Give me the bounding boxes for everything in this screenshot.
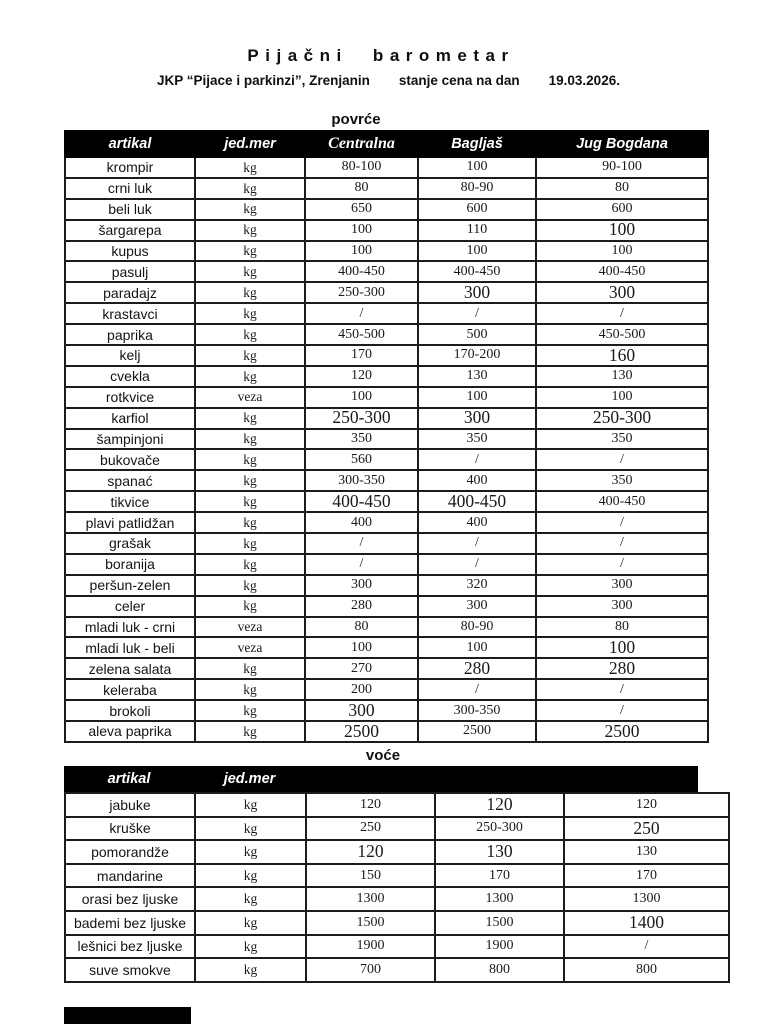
price-cell: / xyxy=(536,533,708,554)
price-cell: 800 xyxy=(564,958,729,982)
unit-cell: kg xyxy=(195,596,305,617)
table-row xyxy=(65,617,708,638)
table-row xyxy=(65,958,729,982)
column-header-jedmer: jed.mer xyxy=(195,131,305,157)
artikal-cell: rotkvice xyxy=(65,387,195,408)
price-cell: 170 xyxy=(564,864,729,888)
price-cell: / xyxy=(536,449,708,470)
table-row xyxy=(65,449,708,470)
unit-cell: kg xyxy=(195,470,305,491)
table-row xyxy=(65,817,729,841)
price-cell: 280 xyxy=(305,596,418,617)
price-cell: 650 xyxy=(305,199,418,220)
artikal-cell: peršun-zelen xyxy=(65,575,195,596)
price-cell: 300-350 xyxy=(305,470,418,491)
artikal-cell: pasulj xyxy=(65,261,195,282)
price-cell: 170 xyxy=(435,864,564,888)
price-cell: / xyxy=(418,303,536,324)
price-cell: 2500 xyxy=(305,721,418,742)
unit-cell: kg xyxy=(195,512,305,533)
section-title-vegetables: povrće xyxy=(331,111,381,128)
unit-cell: veza xyxy=(195,637,305,658)
price-cell: 1300 xyxy=(306,887,435,911)
artikal-cell: kupus xyxy=(65,241,195,262)
price-cell: 600 xyxy=(418,199,536,220)
price-cell: 1300 xyxy=(564,887,729,911)
unit-cell: kg xyxy=(195,721,305,742)
artikal-cell: krompir xyxy=(65,157,195,178)
price-cell: 400-450 xyxy=(418,261,536,282)
price-cell: 100 xyxy=(418,387,536,408)
price-cell: 250 xyxy=(306,817,435,841)
price-cell: 800 xyxy=(435,958,564,982)
table-row xyxy=(65,408,708,429)
price-cell: 400-450 xyxy=(536,261,708,282)
price-cell: 80 xyxy=(536,617,708,638)
artikal-cell: boranija xyxy=(65,554,195,575)
column-header-jug-bogdana: Jug Bogdana xyxy=(536,131,708,157)
price-cell: 700 xyxy=(306,958,435,982)
price-cell: 270 xyxy=(305,658,418,679)
column-header-bagljas: Bagljaš xyxy=(418,131,536,157)
price-cell: 600 xyxy=(536,199,708,220)
price-cell: 250-300 xyxy=(435,817,564,841)
price-cell: 100 xyxy=(536,241,708,262)
unit-cell: kg xyxy=(195,241,305,262)
organization-name: JKP “Pijace i parkinzi”, Zrenjanin xyxy=(157,73,370,88)
price-cell: 400 xyxy=(418,470,536,491)
unit-cell: kg xyxy=(195,220,305,241)
price-cell: / xyxy=(536,512,708,533)
artikal-cell: suve smokve xyxy=(65,958,195,982)
price-cell: 250 xyxy=(564,817,729,841)
fruit-price-table xyxy=(64,792,730,983)
vegetables-table-header xyxy=(65,131,708,157)
price-cell: 130 xyxy=(418,366,536,387)
unit-cell: kg xyxy=(195,157,305,178)
table-row xyxy=(65,575,708,596)
price-date: 19.03.2026. xyxy=(548,73,620,88)
table-row xyxy=(65,512,708,533)
vegetables-price-table xyxy=(64,130,709,743)
price-cell: / xyxy=(536,303,708,324)
unit-cell: kg xyxy=(195,449,305,470)
unit-cell: kg xyxy=(195,817,306,841)
table-row xyxy=(65,700,708,721)
price-cell: 110 xyxy=(418,220,536,241)
price-cell: / xyxy=(564,935,729,959)
table-row xyxy=(65,303,708,324)
table-row xyxy=(65,911,729,935)
price-status-label: stanje cena na dan xyxy=(398,73,520,88)
price-cell: 1500 xyxy=(306,911,435,935)
price-cell: 120 xyxy=(306,840,435,864)
price-cell: / xyxy=(418,533,536,554)
artikal-cell: lešnici bez ljuske xyxy=(65,935,195,959)
artikal-cell: kruške xyxy=(65,817,195,841)
unit-cell: kg xyxy=(195,554,305,575)
price-cell: / xyxy=(418,679,536,700)
price-cell: 400-450 xyxy=(305,491,418,512)
table-row xyxy=(65,261,708,282)
price-cell: 350 xyxy=(305,429,418,450)
unit-cell: kg xyxy=(195,178,305,199)
cropped-next-section-header-bar xyxy=(64,1007,191,1024)
price-cell: 80 xyxy=(305,178,418,199)
unit-cell: kg xyxy=(195,679,305,700)
price-cell: 170 xyxy=(305,345,418,366)
price-cell: 250-300 xyxy=(305,282,418,303)
table-row xyxy=(65,793,729,817)
price-cell: 400 xyxy=(418,512,536,533)
artikal-cell: šargarepa xyxy=(65,220,195,241)
price-cell: 250-300 xyxy=(536,408,708,429)
price-cell: 150 xyxy=(306,864,435,888)
price-cell: 100 xyxy=(305,387,418,408)
unit-cell: kg xyxy=(195,887,306,911)
price-cell: 170-200 xyxy=(418,345,536,366)
price-cell: 300 xyxy=(305,700,418,721)
unit-cell: kg xyxy=(195,282,305,303)
unit-cell: veza xyxy=(195,387,305,408)
price-cell: 350 xyxy=(536,470,708,491)
table-row xyxy=(65,596,708,617)
table-row xyxy=(65,658,708,679)
price-cell: 130 xyxy=(536,366,708,387)
unit-cell: kg xyxy=(195,366,305,387)
table-row xyxy=(65,366,708,387)
price-cell: 450-500 xyxy=(536,324,708,345)
artikal-cell: celer xyxy=(65,596,195,617)
table-row xyxy=(65,679,708,700)
price-cell: 500 xyxy=(418,324,536,345)
column-header-artikal: artikal xyxy=(65,131,195,157)
artikal-cell: orasi bez ljuske xyxy=(65,887,195,911)
artikal-cell: paradajz xyxy=(65,282,195,303)
unit-cell: kg xyxy=(195,199,305,220)
price-cell: 280 xyxy=(536,658,708,679)
price-cell: 80-100 xyxy=(305,157,418,178)
price-cell: 300 xyxy=(536,282,708,303)
unit-cell: kg xyxy=(195,700,305,721)
artikal-cell: aleva paprika xyxy=(65,721,195,742)
section-title-fruit: voće xyxy=(365,747,401,764)
price-cell: 400-450 xyxy=(305,261,418,282)
unit-cell: kg xyxy=(195,793,306,817)
price-cell: 80 xyxy=(305,617,418,638)
price-cell: 300 xyxy=(536,596,708,617)
artikal-cell: bademi bez ljuske xyxy=(65,911,195,935)
artikal-cell: cvekla xyxy=(65,366,195,387)
fruit-table-body xyxy=(65,793,729,982)
price-cell: 1900 xyxy=(306,935,435,959)
price-cell: 400-450 xyxy=(536,491,708,512)
unit-cell: kg xyxy=(195,840,306,864)
price-cell: 1400 xyxy=(564,911,729,935)
price-cell: 2500 xyxy=(536,721,708,742)
price-cell: / xyxy=(418,554,536,575)
unit-cell: kg xyxy=(195,261,305,282)
column-header-artikal: artikal xyxy=(107,771,151,787)
table-row xyxy=(65,282,708,303)
price-cell: / xyxy=(305,554,418,575)
unit-cell: kg xyxy=(195,533,305,554)
price-cell: 300 xyxy=(536,575,708,596)
unit-cell: kg xyxy=(195,935,306,959)
price-cell: 120 xyxy=(305,366,418,387)
price-cell: 90-100 xyxy=(536,157,708,178)
table-row xyxy=(65,387,708,408)
unit-cell: kg xyxy=(195,911,306,935)
price-cell: 100 xyxy=(536,387,708,408)
table-row xyxy=(65,157,708,178)
table-row xyxy=(65,220,708,241)
artikal-cell: pomorandže xyxy=(65,840,195,864)
table-row xyxy=(65,178,708,199)
artikal-cell: mladi luk - crni xyxy=(65,617,195,638)
price-cell: 280 xyxy=(418,658,536,679)
price-cell: 250-300 xyxy=(305,408,418,429)
price-cell: 100 xyxy=(536,220,708,241)
artikal-cell: grašak xyxy=(65,533,195,554)
unit-cell: kg xyxy=(195,345,305,366)
artikal-cell: zelena salata xyxy=(65,658,195,679)
price-cell: 300 xyxy=(305,575,418,596)
table-row xyxy=(65,864,729,888)
price-cell: / xyxy=(536,700,708,721)
table-row xyxy=(65,840,729,864)
price-cell: / xyxy=(418,449,536,470)
price-cell: 120 xyxy=(435,793,564,817)
artikal-cell: brokoli xyxy=(65,700,195,721)
artikal-cell: bukovače xyxy=(65,449,195,470)
table-row xyxy=(65,554,708,575)
unit-cell: kg xyxy=(195,491,305,512)
artikal-cell: karfiol xyxy=(65,408,195,429)
vegetables-table-body xyxy=(65,157,708,742)
unit-cell: kg xyxy=(195,429,305,450)
table-row xyxy=(65,721,708,742)
price-cell: 100 xyxy=(536,637,708,658)
price-cell: 200 xyxy=(305,679,418,700)
price-cell: 300 xyxy=(418,282,536,303)
table-row xyxy=(65,470,708,491)
price-cell: 120 xyxy=(564,793,729,817)
price-cell: 100 xyxy=(305,241,418,262)
table-row xyxy=(65,199,708,220)
price-cell: 100 xyxy=(418,157,536,178)
table-row xyxy=(65,491,708,512)
price-cell: / xyxy=(305,303,418,324)
table-row xyxy=(65,241,708,262)
price-cell: 80 xyxy=(536,178,708,199)
document-title: Pijačni barometar xyxy=(247,46,515,65)
price-cell: 100 xyxy=(305,637,418,658)
unit-cell: veza xyxy=(195,617,305,638)
price-cell: 130 xyxy=(564,840,729,864)
unit-cell: kg xyxy=(195,958,306,982)
price-cell: 350 xyxy=(418,429,536,450)
column-header-centralna: Centralna xyxy=(305,131,418,157)
price-cell: 450-500 xyxy=(305,324,418,345)
price-cell: 560 xyxy=(305,449,418,470)
table-row xyxy=(65,637,708,658)
price-cell: / xyxy=(536,554,708,575)
artikal-cell: jabuke xyxy=(65,793,195,817)
artikal-cell: beli luk xyxy=(65,199,195,220)
price-cell: 300 xyxy=(418,408,536,429)
artikal-cell: šampinjoni xyxy=(65,429,195,450)
unit-cell: kg xyxy=(195,658,305,679)
artikal-cell: plavi patlidžan xyxy=(65,512,195,533)
price-cell: 2500 xyxy=(418,721,536,742)
table-row xyxy=(65,935,729,959)
price-cell: / xyxy=(305,533,418,554)
price-cell: 300 xyxy=(418,596,536,617)
unit-cell: kg xyxy=(195,303,305,324)
artikal-cell: tikvice xyxy=(65,491,195,512)
artikal-cell: krastavci xyxy=(65,303,195,324)
table-row xyxy=(65,429,708,450)
unit-cell: kg xyxy=(195,864,306,888)
price-cell: 100 xyxy=(418,241,536,262)
document-subtitle xyxy=(0,73,777,88)
price-cell: 160 xyxy=(536,345,708,366)
artikal-cell: spanać xyxy=(65,470,195,491)
price-cell: 1500 xyxy=(435,911,564,935)
table-row xyxy=(65,887,729,911)
price-cell: 400 xyxy=(305,512,418,533)
artikal-cell: kelj xyxy=(65,345,195,366)
price-cell: 100 xyxy=(305,220,418,241)
header-row xyxy=(65,131,708,157)
unit-cell: kg xyxy=(195,324,305,345)
artikal-cell: keleraba xyxy=(65,679,195,700)
unit-cell: kg xyxy=(195,408,305,429)
price-cell: 120 xyxy=(306,793,435,817)
price-cell: 350 xyxy=(536,429,708,450)
price-cell: 80-90 xyxy=(418,617,536,638)
price-cell: 80-90 xyxy=(418,178,536,199)
price-cell: 130 xyxy=(435,840,564,864)
artikal-cell: paprika xyxy=(65,324,195,345)
price-cell: 1900 xyxy=(435,935,564,959)
price-cell: 1300 xyxy=(435,887,564,911)
table-row xyxy=(65,345,708,366)
price-cell: / xyxy=(536,679,708,700)
artikal-cell: mandarine xyxy=(65,864,195,888)
artikal-cell: mladi luk - beli xyxy=(65,637,195,658)
table-row xyxy=(65,533,708,554)
price-cell: 400-450 xyxy=(418,491,536,512)
price-cell: 100 xyxy=(418,637,536,658)
unit-cell: kg xyxy=(195,575,305,596)
fruit-table-header-bar xyxy=(64,766,698,792)
artikal-cell: crni luk xyxy=(65,178,195,199)
column-header-jedmer: jed.mer xyxy=(223,771,276,787)
price-cell: 300-350 xyxy=(418,700,536,721)
price-cell: 320 xyxy=(418,575,536,596)
table-row xyxy=(65,324,708,345)
